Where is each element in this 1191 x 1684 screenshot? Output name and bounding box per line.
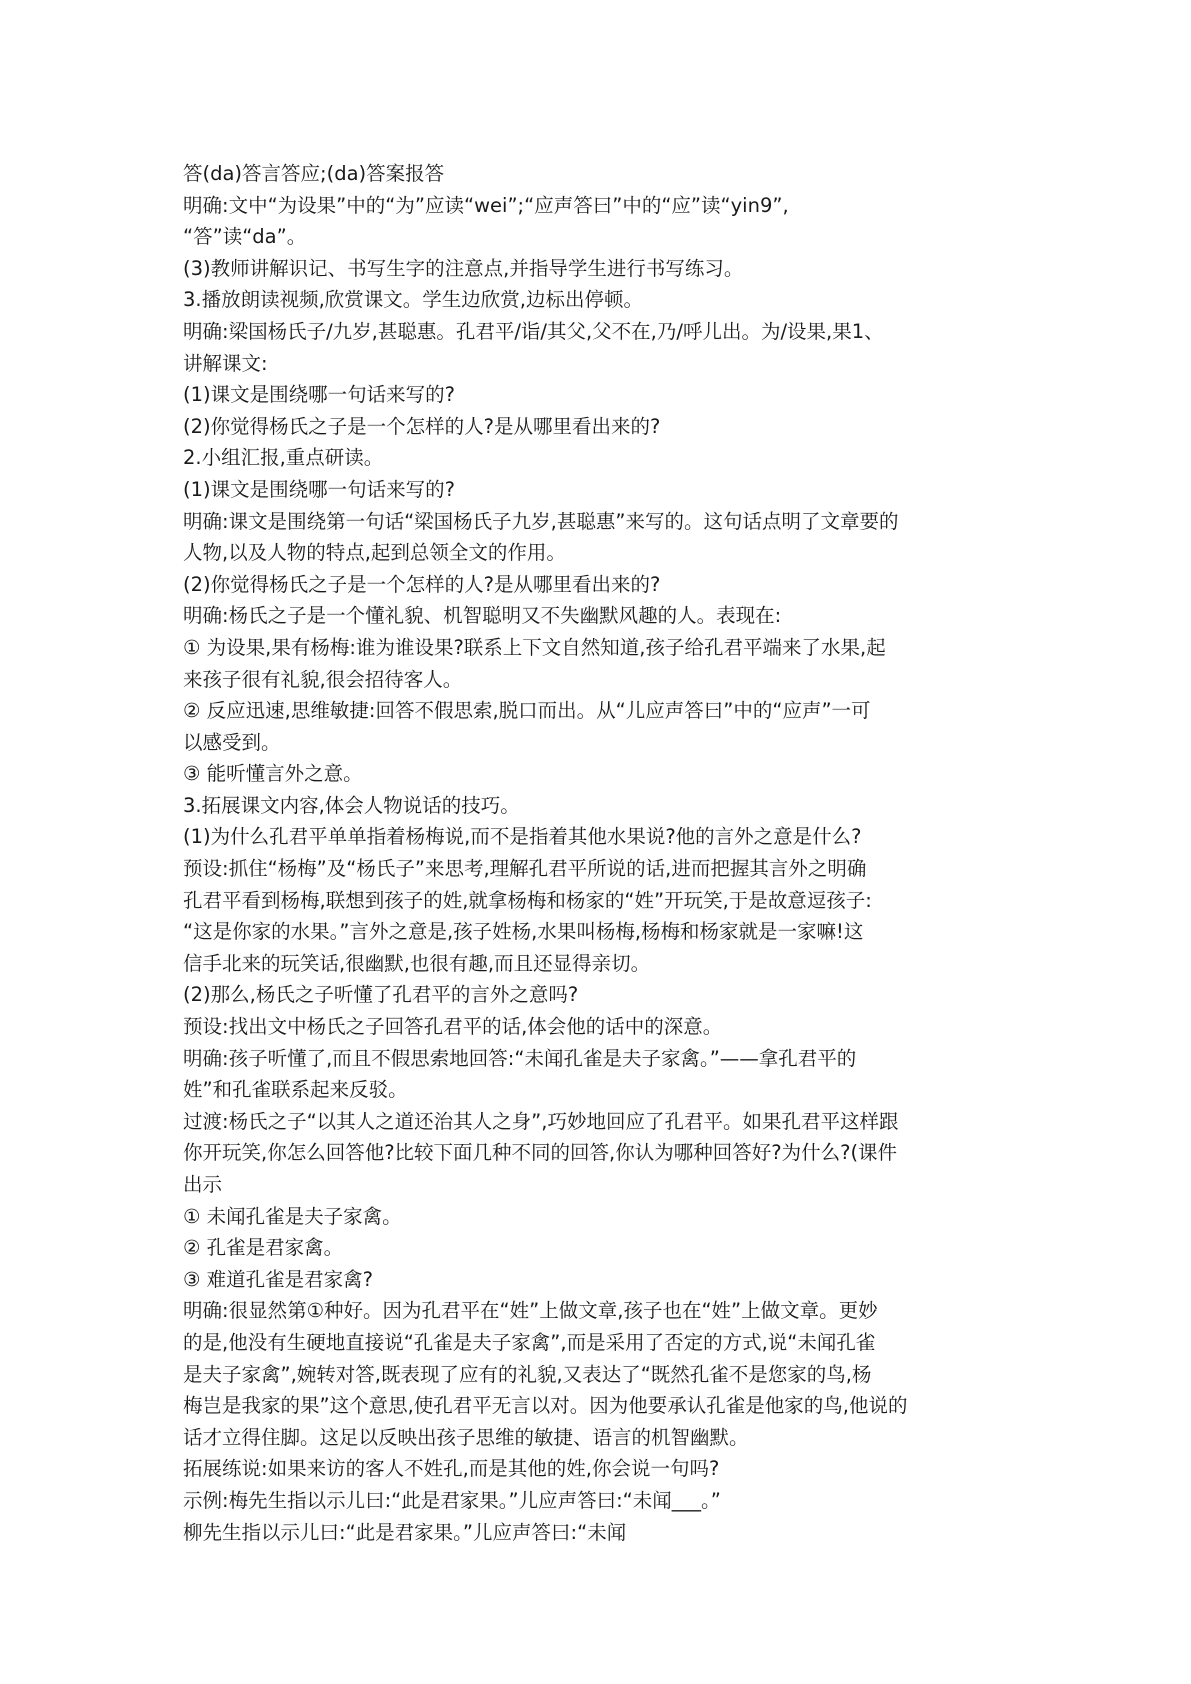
text-line: 答(da)答言答应;(da)答案报答 xyxy=(183,162,445,185)
text-line: 2.小组汇报,重点研读。 xyxy=(183,446,384,470)
text-line: 3.拓展课文内容,体会人物说话的技巧。 xyxy=(183,793,520,817)
text-line: (2)你觉得杨氏之子是一个怎样的人?是从哪里看出来的? xyxy=(183,414,661,438)
text-line: 人物,以及人物的特点,起到总领全文的作用。 xyxy=(183,541,566,565)
text-line: “答”读“da”。 xyxy=(183,225,307,249)
text-line: 预设:抓住“杨梅”及“杨氏子”来思考,理解孔君平所说的话,进而把握其言外之明确 xyxy=(183,857,867,881)
text-line: 3.播放朗读视频,欣赏课文。学生边欣赏,边标出停顿。 xyxy=(183,288,644,312)
text-line: (2)你觉得杨氏之子是一个怎样的人?是从哪里看出来的? xyxy=(183,572,661,596)
text-line: 预设:找出文中杨氏之子回答孔君平的话,体会他的话中的深意。 xyxy=(183,1015,723,1039)
text-line: ① 未闻孔雀是夫子家禽。 xyxy=(183,1204,402,1228)
text-line: 示例:梅先生指以示儿曰:“此是君家果。”儿应声答曰:“未闻___。” xyxy=(183,1488,721,1512)
text-line: 孔君平看到杨梅,联想到孩子的姓,就拿杨梅和杨家的“姓”开玩笑,于是故意逗孩子: xyxy=(183,888,872,912)
document-page xyxy=(183,158,1023,1548)
text-line: 出示 xyxy=(183,1173,223,1196)
text-line: ① 为设果,果有杨梅:谁为谁设果?联系上下文自然知道,孩子给孔君平端来了水果,起 xyxy=(183,635,886,659)
text-line: (1)课文是围绕哪一句话来写的? xyxy=(183,383,455,407)
text-line: 拓展练说:如果来访的客人不姓孔,而是其他的姓,你会说一句吗? xyxy=(183,1457,720,1481)
text-line: 以感受到。 xyxy=(183,730,281,754)
text-line: 信手北来的玩笑话,很幽默,也很有趣,而且还显得亲切。 xyxy=(183,951,651,975)
text-line: 话才立得住脚。这足以反映出孩子思维的敏捷、语言的机智幽默。 xyxy=(183,1425,749,1449)
text-line: (1)课文是围绕哪一句话来写的? xyxy=(183,477,455,501)
text-line: ② 反应迅速,思维敏捷:回答不假思索,脱口而出。从“儿应声答曰”中的“应声”一可 xyxy=(183,699,871,723)
text-line: (1)为什么孔君平单单指着杨梅说,而不是指着其他水果说?他的言外之意是什么? xyxy=(183,825,862,849)
text-line: 明确:杨氏之子是一个懂礼貌、机智聪明又不失幽默风趣的人。表现在: xyxy=(183,604,782,628)
text-line: 柳先生指以示儿曰:“此是君家果。”儿应声答曰:“未闻 xyxy=(183,1520,627,1544)
text-line: (3)教师讲解识记、书写生字的注意点,并指导学生进行书写练习。 xyxy=(183,256,744,280)
text-line: ③ 难道孔雀是君家禽? xyxy=(183,1267,374,1291)
text-line: ② 孔雀是君家禽。 xyxy=(183,1236,344,1260)
text-line: 明确:课文是围绕第一句话“梁国杨氏子九岁,甚聪惠”来写的。这句话点明了文章要的 xyxy=(183,509,899,533)
text-line: 来孩子很有礼貌,很会招待客人。 xyxy=(183,667,463,691)
text-line: 讲解课文: xyxy=(183,351,268,375)
text-line: 是夫子家禽”,婉转对答,既表现了应有的礼貌,又表达了“既然孔雀不是您家的鸟,杨 xyxy=(183,1362,872,1386)
text-line: 的是,他没有生硬地直接说“孔雀是夫子家禽”,而是采用了否定的方式,说“未闻孔雀 xyxy=(183,1330,876,1354)
text-line: 明确:梁国杨氏子/九岁,甚聪惠。孔君平/诣/其父,父不在,乃/呼儿出。为/设果,果1、 xyxy=(183,319,884,343)
text-line: 明确:很显然第①种好。因为孔君平在“姓”上做文章,孩子也在“姓”上做文章。更妙 xyxy=(183,1299,878,1323)
text-line: 过渡:杨氏之子“以其人之道还治其人之身”,巧妙地回应了孔君平。如果孔君平这样跟 xyxy=(183,1109,899,1133)
text-line: 你开玩笑,你怎么回答他?比较下面几种不同的回答,你认为哪种回答好?为什么?(课件 xyxy=(183,1141,898,1165)
text-line: 姓”和孔雀联系起来反驳。 xyxy=(183,1078,408,1102)
text-line: 梅岂是我家的果”这个意思,使孔君平无言以对。因为他要承认孔雀是他家的鸟,他说的 xyxy=(183,1394,908,1418)
text-line: “这是你家的水果。”言外之意是,孩子姓杨,水果叫杨梅,杨梅和杨家就是一家嘛!这 xyxy=(183,920,864,944)
text-line: ③ 能听懂言外之意。 xyxy=(183,762,363,786)
text-line: 明确:文中“为设果”中的“为”应读“wei”;“应声答曰”中的“应”读“yin9”, xyxy=(183,193,789,217)
text-line: (2)那么,杨氏之子听懂了孔君平的言外之意吗? xyxy=(183,983,579,1007)
text-line: 明确:孩子听懂了,而且不假思索地回答:“未闻孔雀是夫子家禽。”——拿孔君平的 xyxy=(183,1046,857,1070)
